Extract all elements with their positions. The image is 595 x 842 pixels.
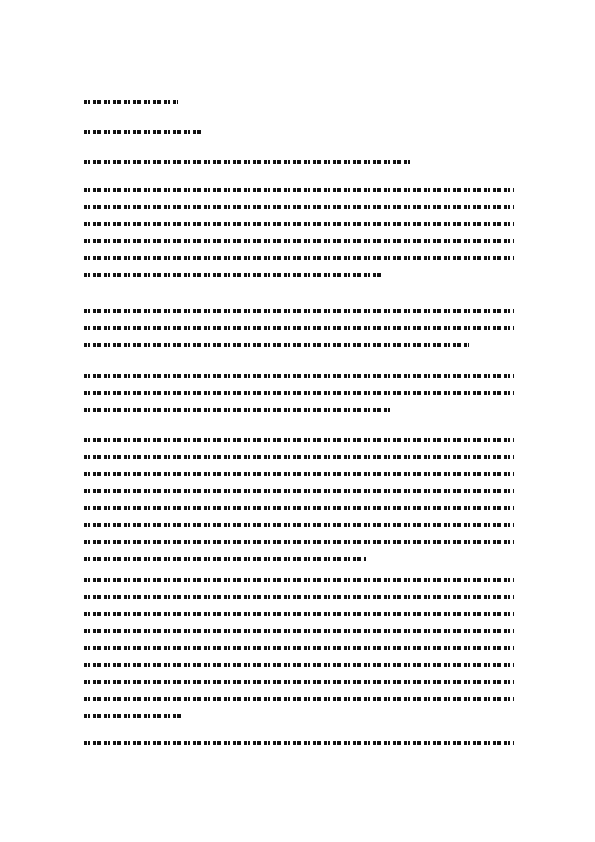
text-line bbox=[84, 697, 514, 701]
text-line bbox=[84, 391, 514, 395]
text-line bbox=[84, 256, 514, 260]
text-line bbox=[84, 222, 514, 226]
text-line bbox=[84, 273, 384, 277]
text-line bbox=[84, 438, 514, 442]
text-line bbox=[84, 557, 366, 561]
text-line bbox=[84, 130, 204, 134]
text-line bbox=[84, 343, 469, 347]
text-line bbox=[84, 455, 514, 459]
text-line bbox=[84, 100, 178, 104]
text-line bbox=[84, 523, 514, 527]
text-line bbox=[84, 309, 514, 313]
text-line bbox=[84, 741, 514, 745]
text-line bbox=[84, 506, 514, 510]
text-line bbox=[84, 160, 410, 164]
document-title bbox=[0, 0, 1, 1]
text-line bbox=[84, 540, 514, 544]
text-line bbox=[84, 595, 514, 599]
text-line bbox=[84, 374, 514, 378]
text-line bbox=[84, 188, 514, 192]
text-line bbox=[84, 408, 392, 412]
text-line bbox=[84, 472, 514, 476]
text-line bbox=[84, 629, 514, 633]
text-line bbox=[84, 714, 182, 718]
text-line bbox=[84, 646, 514, 650]
text-line bbox=[84, 239, 514, 243]
text-line bbox=[84, 326, 514, 330]
text-line bbox=[84, 205, 514, 209]
text-line bbox=[84, 489, 514, 493]
text-line bbox=[84, 680, 514, 684]
text-line bbox=[84, 578, 514, 582]
text-line bbox=[84, 663, 514, 667]
text-line bbox=[84, 612, 514, 616]
